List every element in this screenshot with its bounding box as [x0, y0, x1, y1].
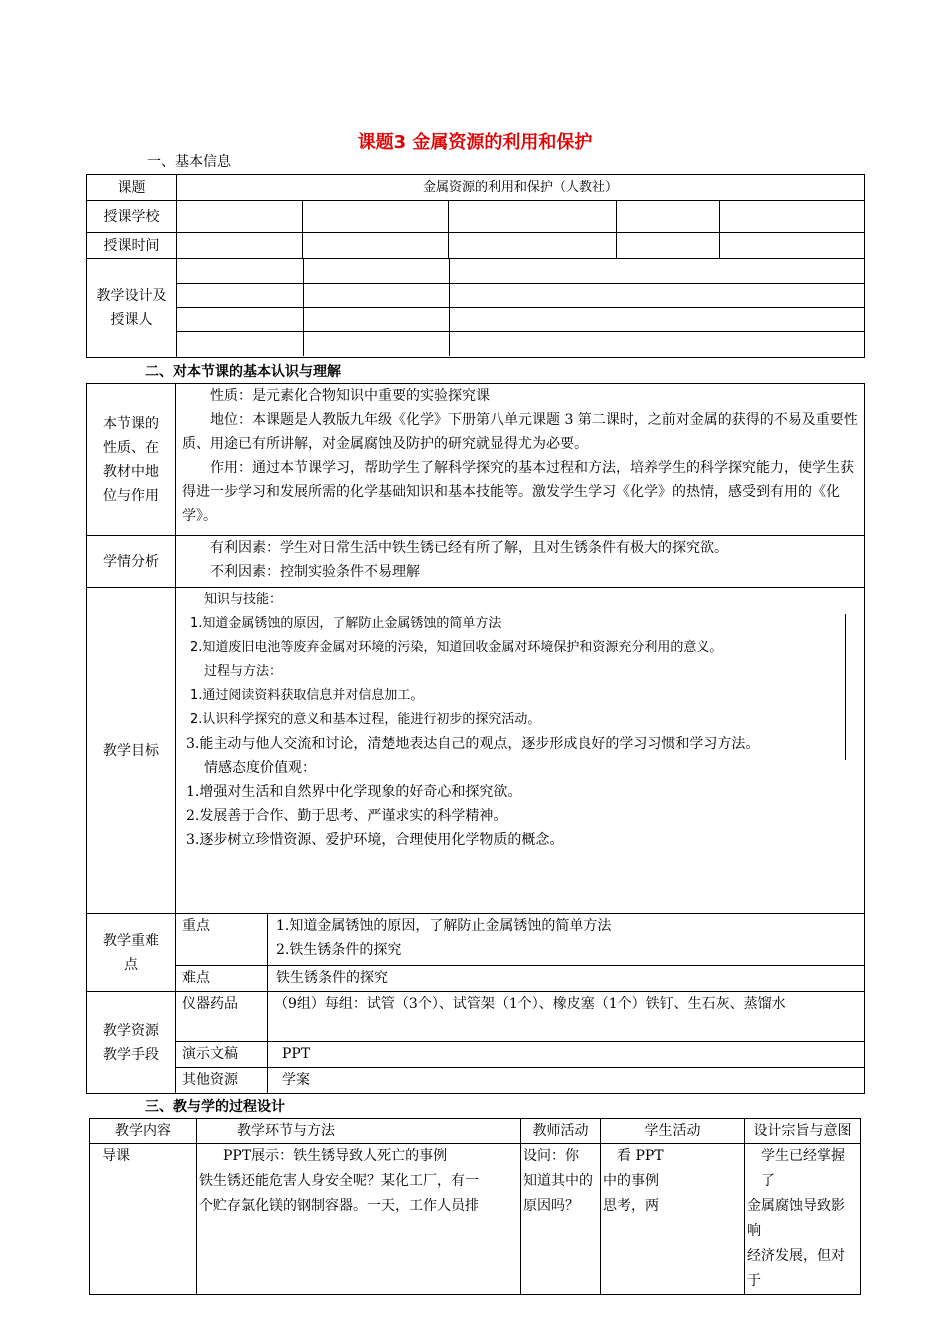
student-favorable: 有利因素：学生对日常生活中铁生锈已经有所了解，且对生锈条件有极大的探究欲。: [210, 540, 728, 556]
goal-process-3: 3.能主动与他人交流和讨论，清楚地表达自己的观点，逐步形成良好的学习习惯和学习方法。: [186, 736, 760, 752]
header-purpose: 设计宗旨与意图: [745, 1119, 861, 1144]
goal-knowledge-2: 2.知道废旧电池等废弃金属对环境的污染，知道回收金属对环境保护和资源充分利用的意义。: [190, 640, 723, 655]
resource-label: 教学资源教学手段: [87, 992, 176, 1094]
student-label: 学情分析: [87, 536, 176, 588]
purpose-line-3: 经济发展，但对于: [747, 1248, 845, 1289]
section3-heading: 三、教与学的过程设计: [145, 1099, 285, 1115]
goal-emotion-2: 2.发展善于合作、勤于思考、严谨求实的科学精神。: [186, 808, 508, 824]
goal-emotion-1: 1.增强对生活和自然界中化学现象的好奇心和探究欲。: [186, 784, 522, 800]
resource-instruments-label: 仪器药品: [176, 992, 268, 1042]
header-teacher: 教师活动: [521, 1119, 601, 1144]
goal-label: 教学目标: [87, 588, 176, 914]
method-line-3: 个贮存氯化镁的钢制容器。一天，工作人员排: [199, 1198, 479, 1214]
role-position: 地位：本课题是人教版九年级《化学》下册第八单元课题 3 第二课时，之前对金属的获得的不易及重要性质、用途已有所讲解，对金属腐蚀及防护的研究就显得尤为必要。: [182, 412, 858, 452]
role-function: 作用：通过本节课学习，帮助学生了解科学探究的基本过程和方法，培养学生的科学探究能力，使学生获得进一步学习和发展所需的化学基础知识和基本技能等。激发学生学习《化学》的热情，感受到有用的《化学》。: [182, 460, 854, 524]
basic-info-table: [86, 174, 865, 358]
teacher-line-1: 设问：你: [523, 1148, 579, 1164]
role-label: 本节课的性质、在教材中地位与作用: [87, 384, 176, 536]
goal-knowledge-1: 1.知道金属锈蚀的原因，了解防止金属锈蚀的简单方法: [190, 616, 502, 631]
goal-process-1: 1.通过阅读资料获取信息并对信息加工。: [190, 688, 424, 703]
role-nature: 性质：是元素化合物知识中重要的实验探究课: [210, 388, 490, 404]
designer-label: 教学设计及授课人: [87, 259, 177, 358]
goal-emotion-3: 3.逐步树立珍惜资源、爱护环境，合理使用化学物质的概念。: [186, 832, 564, 848]
resource-slides-label: 演示文稿: [176, 1042, 268, 1068]
goal-process-heading: 过程与方法：: [204, 664, 283, 679]
student-line-3: 思考，两: [603, 1198, 659, 1214]
row-content: 导课: [90, 1144, 197, 1295]
header-content: 教学内容: [90, 1119, 197, 1144]
method-line-1: PPT展示：铁生锈导致人死亡的事例: [223, 1148, 448, 1164]
document-title: 课题3 金属资源的利用和保护: [357, 132, 593, 153]
key-point-1: 1.知道金属锈蚀的原因，了解防止金属锈蚀的简单方法: [276, 918, 612, 934]
student-line-1: 看 PPT: [617, 1148, 664, 1164]
goal-box-border: [845, 614, 846, 760]
difficulty-label: 难点: [176, 966, 268, 992]
goal-knowledge-heading: 知识与技能：: [204, 592, 283, 607]
topic-label: 课题: [87, 175, 177, 201]
student-unfavorable: 不利因素：控制实验条件不易理解: [210, 564, 420, 580]
header-student: 学生活动: [601, 1119, 745, 1144]
school-label: 授课学校: [87, 201, 177, 233]
method-line-2: 铁生锈还能危害人身安全呢？某化工厂，有一: [199, 1173, 479, 1189]
student-line-2: 中的事例: [603, 1173, 659, 1189]
teacher-line-2: 知道其中的: [523, 1173, 593, 1189]
key-label: 教学重难点: [87, 914, 176, 992]
difficulty-value: 铁生锈条件的探究: [268, 966, 865, 992]
resource-other-label: 其他资源: [176, 1068, 268, 1094]
section1-heading: 一、基本信息: [147, 154, 231, 170]
resource-other-value: 学案: [268, 1068, 865, 1094]
goal-process-2: 2.认识科学探究的意义和基本过程，能进行初步的探究活动。: [190, 712, 541, 727]
understanding-table: [86, 383, 865, 1094]
time-label: 授课时间: [87, 233, 177, 259]
process-table: [89, 1118, 861, 1295]
key-point-2: 2.铁生锈条件的探究: [276, 942, 402, 958]
resource-slides-value: PPT: [268, 1042, 865, 1068]
topic-value: 金属资源的利用和保护（人教社）: [177, 175, 865, 201]
section2-heading: 二、对本节课的基本认识与理解: [145, 364, 341, 380]
purpose-line-1: 学生已经掌握了: [761, 1148, 845, 1189]
header-method: 教学环节与方法: [197, 1119, 521, 1144]
key-point-label: 重点: [176, 914, 268, 966]
teacher-line-3: 原因吗？: [523, 1198, 579, 1214]
goal-emotion-heading: 情感态度价值观：: [204, 760, 316, 776]
resource-instruments-value: （9组）每组：试管（3个）、试管架（1个）、橡皮塞（1个）铁钉、生石灰、蒸馏水: [268, 992, 865, 1042]
purpose-line-2: 金属腐蚀导致影响: [747, 1198, 845, 1239]
